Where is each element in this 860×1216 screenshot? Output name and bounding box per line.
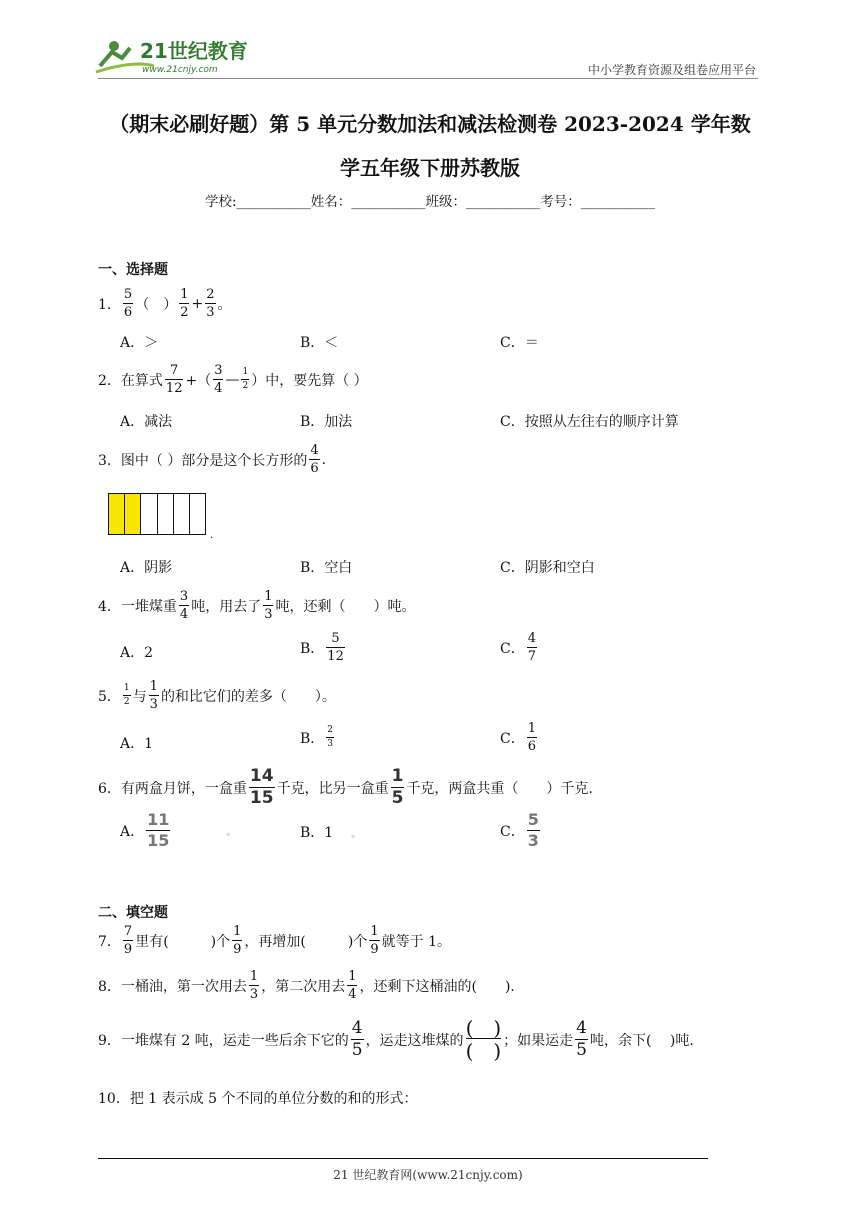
answer-fraction-blank: ( ) ( ) (465, 1016, 502, 1063)
rectangle-figure (108, 493, 206, 535)
question-6: 6． 有两盒月饼，一盒重 $\frac{14}{15}$ 千克，比另一盒重 $\frac{1}{5}$ 千克，两盒共重（ ）千克. (98, 766, 593, 808)
question-5: 5． $\frac{1}{2}$ 与 $\frac{1}{3}$ 的和比它们的差多（ ）。 (98, 679, 336, 712)
q5-option-b: B． $\frac{2}{3}$ (300, 725, 334, 749)
blank-cell (190, 494, 205, 534)
question-8: 8． 一桶油，第一次用去 $\frac{1}{3}$ ，第二次用去 $\frac{1}{4}$ ，还剩下这桶油的( ). (98, 969, 515, 1002)
q5-option-a: A．1 (120, 736, 154, 752)
site-logo (94, 36, 264, 78)
q1-option-b: B．＜ (300, 335, 339, 351)
title-line2: 学五年级下册苏教版 (340, 156, 520, 180)
blank-cell (158, 494, 174, 534)
fraction: $\frac{5}{6}$ (123, 287, 133, 320)
question-3: 3． 图中（ ）部分是这个长方形的 $\frac{4}{6}$ . (98, 443, 327, 476)
q3-option-a: A．阴影 (120, 560, 173, 576)
platform-label: 中小学教育资源及组卷应用平台 (587, 63, 756, 77)
logo-url: www.21cnjy.com (142, 65, 218, 75)
q4-option-b: B． $\frac{5}{12}$ (300, 631, 344, 664)
q6-option-c: C． $\frac{5}{3}$ (500, 810, 539, 850)
header-divider (98, 78, 758, 79)
q1-option-c: C．＝ (500, 335, 539, 351)
q6-option-b: B．1 。 (300, 825, 362, 841)
q5-option-c: C． $\frac{1}{6}$ (500, 721, 536, 754)
footer-text: 21 世纪教育网(www.21cnjy.com) (333, 1168, 523, 1182)
section-heading-fill: 二、填空题 (98, 905, 168, 921)
question-1: 1． $\frac{5}{6}$ （ ） $\frac{1}{2}$ + $\frac{2}{3}$ 。 (98, 287, 232, 320)
shaded-cell (109, 494, 125, 534)
blank-cell (174, 494, 190, 534)
shaded-cell (125, 494, 141, 534)
blank-cell (141, 494, 157, 534)
logo-text: 21世纪教育 (140, 39, 248, 63)
section-heading-choice: 一、选择题 (98, 262, 168, 278)
question-9: 9． 一堆煤有 2 吨，运走一些后余下它的 $\frac{4}{5}$ ，运走这堆煤的 ( ) ( ) ；如果运走 $\frac{4}{5}$ 吨，余下( )吨. (98, 1016, 694, 1063)
q3-option-b: B．空白 (300, 560, 353, 576)
question-10: 10． 把 1 表示成 5 个不同的单位分数的和的形式： (98, 1091, 418, 1107)
q4-option-c: C． $\frac{4}{7}$ (500, 631, 536, 664)
q6-option-a: A． $\frac{11}{15}$ 。 (120, 810, 237, 850)
figure-dot: . (210, 530, 214, 541)
info-line: 学校:___________姓名：___________班级：___________考号：___________ (204, 194, 656, 210)
q4-option-a: A．2 (120, 645, 154, 661)
question-2: 2． 在算式 $\frac{7}{12}$ +（ $\frac{3}{4}$ — $\frac{1}{2}$ ）中，要先算（ ） (98, 363, 368, 396)
q2-option-a: A．减法 (120, 414, 173, 430)
q2-option-c: C．按照从左往右的顺序计算 (500, 414, 679, 430)
title-line1: （期末必刷好题）第 5 单元分数加法和减法检测卷 2023-2024 学年数 (109, 112, 751, 136)
q1-option-a: A．＞ (120, 335, 159, 351)
question-4: 4． 一堆煤重 $\frac{3}{4}$ 吨，用去了 $\frac{1}{3}$ 吨，还剩（ ）吨。 (98, 589, 416, 622)
question-7: 7． $\frac{7}{9}$ 里有( )个 $\frac{1}{9}$ ，再增加( )个 $\frac{1}{9}$ 就等于 1。 (98, 924, 451, 957)
q2-option-b: B．加法 (300, 414, 353, 430)
footer-divider (98, 1158, 708, 1159)
q3-option-c: C．阴影和空白 (500, 560, 595, 576)
